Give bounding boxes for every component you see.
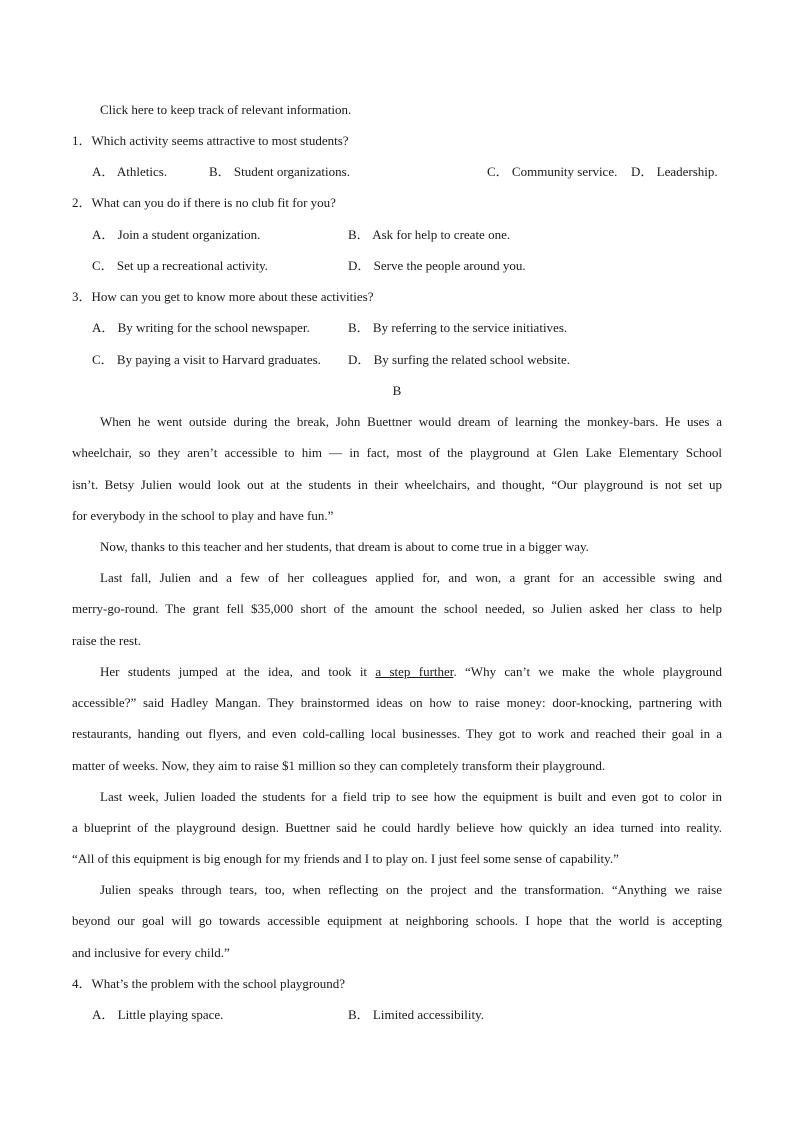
question-1 <box>72 133 349 149</box>
passage-p1-line1: When he went outside during the break, John Buettner would dream of learning the monkey-bars. He uses a <box>100 414 722 429</box>
q1-option-c: C． Community service. <box>487 164 618 179</box>
passage-p3-line3: raise the rest. <box>72 633 141 648</box>
question-text: How can you get to know more about these activities? <box>91 289 374 304</box>
question-text: Which activity seems attractive to most students? <box>91 133 349 148</box>
question-text: What can you do if there is no club fit for you? <box>91 195 336 210</box>
passage-p6-line1: Julien speaks through tears, too, when reflecting on the project and the transformation. “Anything we raise <box>100 882 722 897</box>
question-2 <box>72 195 336 211</box>
question-4 <box>72 976 345 992</box>
q3-option-a: A． By writing for the school newspaper. <box>92 320 310 335</box>
passage-p1-line4: for everybody in the school to play and have fun.” <box>72 508 334 523</box>
passage-p4-line1 <box>100 664 722 680</box>
q1-option-a: A． Athletics. <box>92 164 168 179</box>
question-3 <box>72 289 373 305</box>
passage-p3-line1: Last fall, Julien and a few of her colleagues applied for, and won, a grant for an accessible swing and <box>100 570 722 585</box>
passage-p5-line1: Last week, Julien loaded the students for a field trip to see how the equipment is built and even got to color in <box>100 789 722 804</box>
passage-p5-line3: “All of this equipment is big enough for my friends and I to play on. I just feel some sense of capability.” <box>72 851 619 866</box>
passage-p1-line2: wheelchair, so they aren’t accessible to him — in fact, most of the playground at Glen Lake Elementary School <box>72 445 722 460</box>
q1-option-d: D． Leadership. <box>631 164 718 179</box>
passage-p4-line3: restaurants, handing out flyers, and even cold-calling local businesses. They got to work and reached their goal in a <box>72 726 722 741</box>
question-number: 2． <box>72 195 92 210</box>
p4-text-before: Her students jumped at the idea, and took it <box>100 664 376 679</box>
q3-option-d: D． By surfing the related school website. <box>348 352 571 367</box>
passage-p6-line2: beyond our goal will go towards accessible equipment at neighboring schools. I hope that the world is accepting <box>72 913 722 928</box>
q2-option-b: B． Ask for help to create one. <box>348 227 511 242</box>
passage-p4-line4: matter of weeks. Now, they aim to raise $1 million so they can completely transform their playground. <box>72 758 606 773</box>
q2-option-d: D． Serve the people around you. <box>348 258 526 273</box>
question-text: What’s the problem with the school playground? <box>91 976 345 991</box>
question-number: 4． <box>72 976 92 991</box>
q2-option-a: A． Join a student organization. <box>92 227 261 242</box>
intro-text: Click here to keep track of relevant information. <box>100 102 352 117</box>
section-b-heading: B <box>392 383 402 398</box>
passage-p2-line1: Now, thanks to this teacher and her students, that dream is about to come true in a bigger way. <box>100 539 589 554</box>
passage-p5-line2: a blueprint of the playground design. Buettner said he could hardly believe how quickly an idea turned into reality. <box>72 820 722 835</box>
passage-p3-line2: merry-go-round. The grant fell $35,000 short of the amount the school needed, so Julien asked her class to help <box>72 601 722 616</box>
q1-option-b: B． Student organizations. <box>209 164 350 179</box>
passage-p6-line3: and inclusive for every child.” <box>72 945 230 960</box>
q3-option-b: B． By referring to the service initiatives. <box>348 320 568 335</box>
q4-option-a: A． Little playing space. <box>92 1007 224 1022</box>
q4-option-b: B． Limited accessibility. <box>348 1007 484 1022</box>
p4-text-after: . “Why can’t we make the whole playground <box>453 664 722 679</box>
q3-option-c: C． By paying a visit to Harvard graduates. <box>92 352 321 367</box>
question-number: 3． <box>72 289 92 304</box>
passage-p4-line2: accessible?” said Hadley Mangan. They brainstormed ideas on how to raise money: door-knocking, partnering with <box>72 695 722 710</box>
q2-option-c: C． Set up a recreational activity. <box>92 258 269 273</box>
passage-p1-line3: isn’t. Betsy Julien would look out at the students in their wheelchairs, and thought, “Our playground is not set up <box>72 477 722 492</box>
question-number: 1． <box>72 133 92 148</box>
underlined-phrase: a step further <box>375 664 454 679</box>
